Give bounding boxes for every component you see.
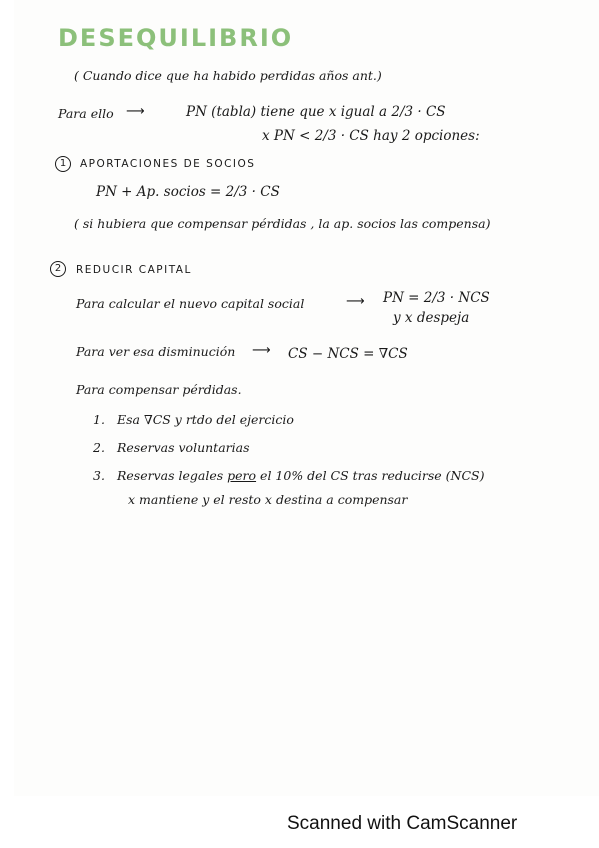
section-1-heading: APORTACIONES DE SOCIOS [80,158,256,170]
list-item-2: Reservas voluntarias [117,440,250,455]
intro-lead: Para ello [58,106,114,121]
list-item-number: 2. [93,440,105,455]
list-item-1: Esa ∇CS y rtdo del ejercicio [117,412,294,427]
list-item-3-part-c: el 10% del CS tras reducirse (NCS) [260,468,485,483]
arrow-icon: ⟶ [346,294,365,309]
section-1-number: 1 [55,156,71,172]
intro-line-2: x PN < 2/3 · CS hay 2 opciones: [262,128,480,144]
scanner-watermark: Scanned with CamScanner [287,813,518,834]
section-2-number: 2 [50,261,66,277]
list-item-number: 1. [93,412,105,427]
subtitle: ( Cuando dice que ha habido perdidas años ant.) [74,68,382,83]
list-item-3-part-a: Reservas legales [117,468,224,483]
page-title: DESEQUILIBRIO [58,24,294,52]
intro-line-1: PN (tabla) tiene que x igual a 2/3 · CS [186,104,446,120]
section-2-line-1-lead: Para calcular el nuevo capital social [76,296,305,311]
section-2-heading: REDUCIR CAPITAL [76,264,192,276]
list-item-3-continuation: x mantiene y el resto x destina a compensar [128,492,408,507]
section-1-note: ( si hubiera que compensar pérdidas , la ap. socios las compensa) [74,216,491,231]
arrow-icon: ⟶ [252,343,271,358]
section-1-formula: PN + Ap. socios = 2/3 · CS [96,184,280,200]
arrow-icon: ⟶ [126,104,145,119]
section-2-line-1-sub: y x despeja [393,310,470,326]
section-2-line-3: Para compensar pérdidas. [76,382,242,397]
list-item-3 [117,468,485,483]
section-2-line-1-formula: PN = 2/3 · NCS [383,290,490,306]
list-item-number: 3. [93,468,105,483]
section-2-line-2-lead: Para ver esa disminución [76,344,236,359]
list-item-3-emphasis: pero [227,468,257,483]
section-2-line-2-formula: CS − NCS = ∇CS [288,346,408,362]
